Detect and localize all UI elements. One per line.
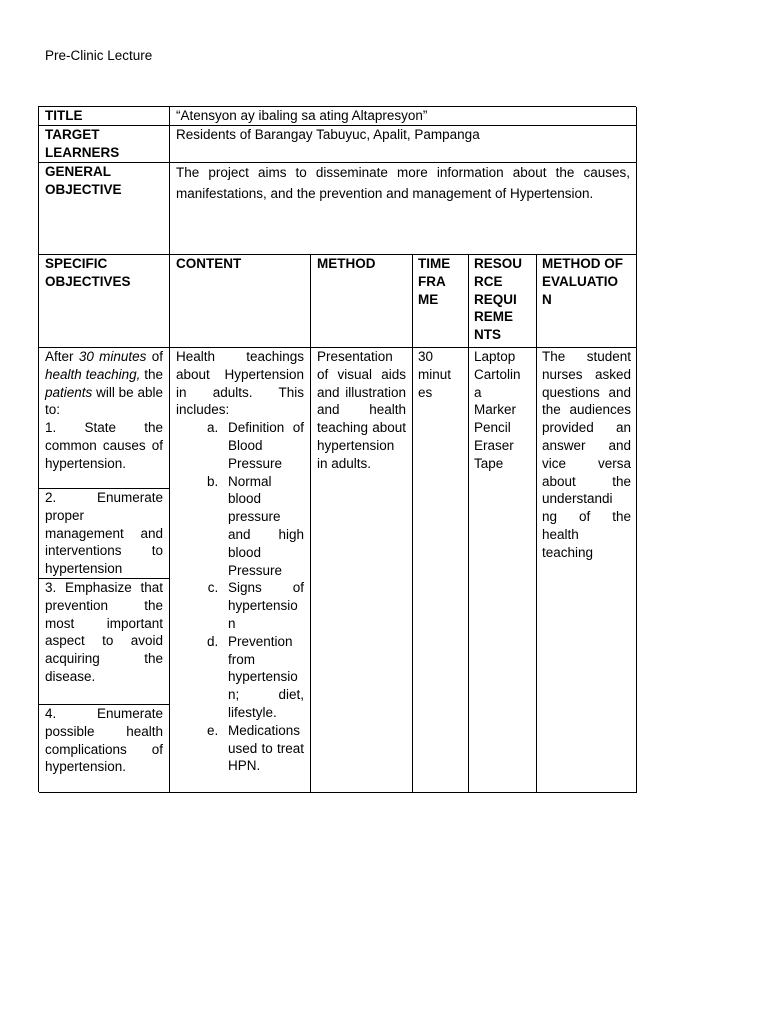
content-intro: Health teachings about Hypertension in adults. This includes: bbox=[176, 349, 304, 418]
content-list-item: c. Signs of hypertensio n bbox=[222, 579, 304, 632]
objective-block-3 bbox=[39, 579, 169, 705]
content-cell bbox=[170, 348, 311, 793]
general-objective-value: The project aims to disseminate more information about the causes, manifestations, and the prevention and management of Hypertension. bbox=[170, 163, 637, 255]
evaluation-cell: The student nurses asked questions and the audiences provided an answer and vice versa about the understandi ng of the health teaching bbox=[537, 348, 637, 793]
time-frame-cell: 30 minut es bbox=[413, 348, 469, 793]
lesson-plan-table bbox=[38, 106, 636, 792]
target-learners-label: TARGET LEARNERS bbox=[39, 126, 170, 163]
header-method: METHOD bbox=[311, 255, 413, 348]
content-list-item: d. Prevention from hypertensio n; diet, lifestyle. bbox=[222, 633, 304, 722]
header-resource-requirements: RESOU RCE REQUI REME NTS bbox=[469, 255, 537, 348]
objective-block-2 bbox=[39, 489, 169, 579]
objective-item: 2. Enumerate proper management and interventions to hypertension bbox=[45, 490, 163, 577]
resource-item: Pencil bbox=[474, 420, 511, 436]
resource-item: Tape bbox=[474, 455, 504, 471]
objective-block-1 bbox=[39, 348, 169, 489]
objective-item: 1. State the common causes of hypertension. bbox=[45, 420, 163, 471]
resource-item: Marker bbox=[474, 402, 517, 418]
general-objective-label: GENERAL OBJECTIVE bbox=[39, 163, 170, 255]
header-time-frame: TIME FRA ME bbox=[413, 255, 469, 348]
objective-intro: After 30 minutes of health teaching, the patients will be able to: bbox=[45, 349, 164, 418]
method-cell: Presentation of visual aids and illustration and health teaching about hypertension in adults. bbox=[311, 348, 413, 793]
title-value: “Atensyon ay ibaling sa ating Altapresyon” bbox=[170, 107, 637, 126]
resource-item: Laptop bbox=[474, 349, 516, 364]
objective-item: 3. Emphasize that prevention the most important aspect to avoid acquiring the disease. bbox=[45, 580, 163, 684]
resources-list bbox=[474, 348, 531, 473]
header-content: CONTENT bbox=[170, 255, 311, 348]
specific-objectives-cell bbox=[39, 348, 170, 793]
resources-cell bbox=[469, 348, 537, 793]
objective-block-4 bbox=[39, 705, 169, 776]
page-heading: Pre-Clinic Lecture bbox=[45, 48, 153, 63]
resource-item: Eraser bbox=[474, 437, 514, 453]
header-method-of-evaluation: METHOD OF EVALUATIO N bbox=[537, 255, 637, 348]
resource-item: Cartolin a bbox=[474, 366, 521, 400]
objective-item: 4. Enumerate possible health complications of hypertension. bbox=[45, 706, 163, 775]
title-label: TITLE bbox=[39, 107, 170, 126]
header-specific-objectives: SPECIFIC OBJECTIVES bbox=[39, 255, 170, 348]
content-list-item: e. Medications used to treat HPN. bbox=[222, 722, 304, 775]
content-list bbox=[176, 419, 304, 775]
content-list-item: a. Definition of Blood Pressure bbox=[222, 419, 304, 472]
target-learners-value: Residents of Barangay Tabuyuc, Apalit, Pampanga bbox=[170, 126, 637, 163]
content-list-item: b. Normal blood pressure and high blood Pressure bbox=[222, 473, 304, 580]
